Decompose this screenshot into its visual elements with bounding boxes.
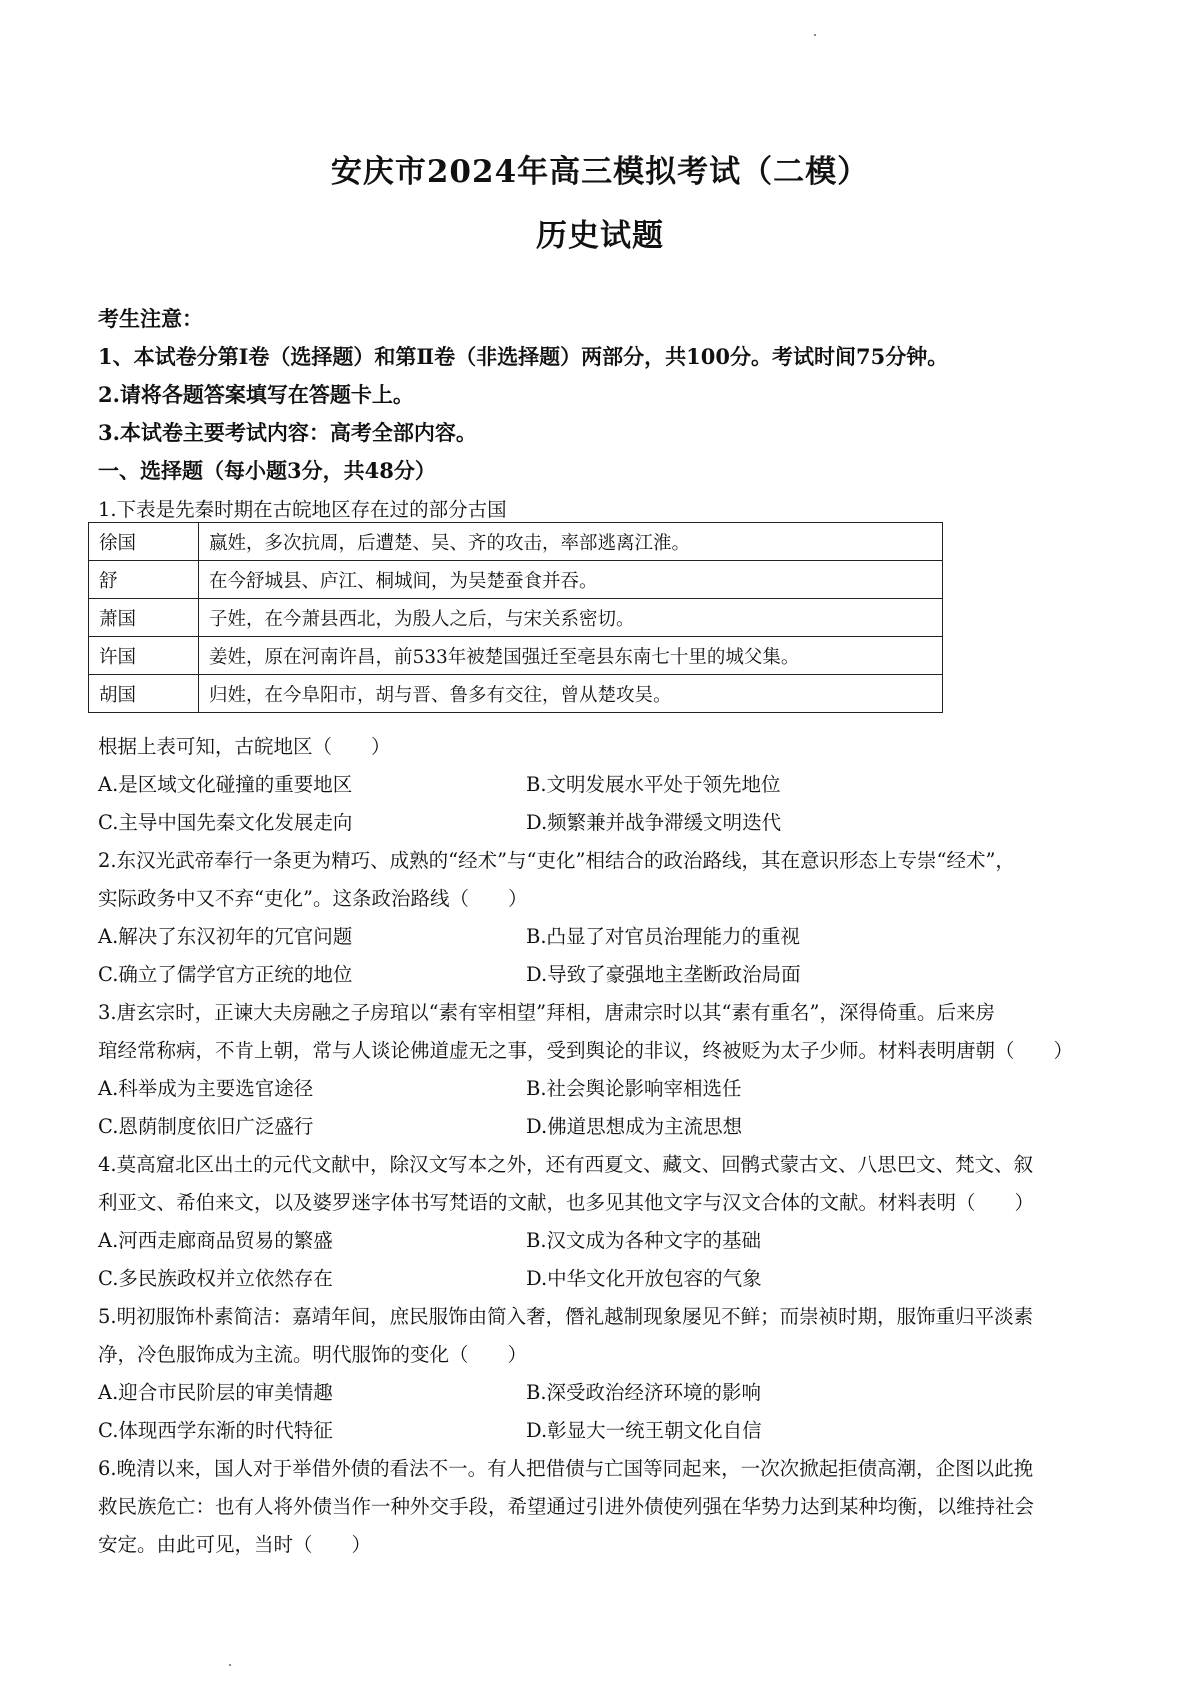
- option-d: D.中华文化开放包容的气象: [526, 1267, 762, 1290]
- scan-speck: [229, 1664, 231, 1666]
- question-6-line: 救民族危亡：也有人将外债当作一种外交手段，希望通过引进外债使列强在华势力达到某种均衡，以维持社会: [98, 1495, 1035, 1518]
- question-2-line: 2.东汉光武帝奉行一条更为精巧、成熟的“经术”与“吏化”相结合的政治路线，其在意识形态上专崇“经术”，: [98, 849, 1015, 872]
- state-name: 胡国: [89, 675, 199, 713]
- option-d: D.佛道思想成为主流思想: [526, 1115, 743, 1138]
- state-description: 嬴姓，多次抗周，后遭楚、吴、齐的攻击，率部逃离江淮。: [199, 523, 943, 561]
- state-description: 姜姓，原在河南许昌，前533年被楚国强迁至亳县东南七十里的城父集。: [199, 637, 943, 675]
- question-6-line: 6.晚清以来，国人对于举借外债的看法不一。有人把借债与亡国等同起来，一次次掀起拒债高潮，企图以此挽: [98, 1457, 1034, 1480]
- notice-heading: 考生注意：: [98, 306, 203, 331]
- option-a: A.河西走廊商品贸易的繁盛: [98, 1229, 333, 1252]
- option-b: B.文明发展水平处于领先地位: [526, 773, 781, 796]
- option-c: C.多民族政权并立依然存在: [98, 1267, 333, 1290]
- question-6-line: 安定。由此可见，当时（ ）: [98, 1533, 372, 1556]
- exam-title: 安庆市2024年高三模拟考试（二模）: [330, 154, 870, 190]
- option-c: C.确立了儒学官方正统的地位: [98, 963, 353, 986]
- question-5-line: 5.明初服饰朴素简洁：嘉靖年间，庶民服饰由简入奢，僭礼越制现象屡见不鲜；而崇祯时期，服饰重归平淡素: [98, 1305, 1034, 1328]
- state-name: 舒: [89, 561, 199, 599]
- question-4-line: 利亚文、希伯来文，以及婆罗迷字体书写梵语的文献，也多见其他文字与汉文合体的文献。材料表明（ ）: [98, 1191, 1035, 1214]
- table-row: [89, 637, 943, 675]
- state-description: 归姓，在今阜阳市，胡与晋、鲁多有交往，曾从楚攻吴。: [199, 675, 943, 713]
- option-a: A.科举成为主要选官途径: [98, 1077, 314, 1100]
- option-a: A.解决了东汉初年的冗官问题: [98, 925, 353, 948]
- notice-item: 2.请将各题答案填写在答题卡上。: [98, 382, 414, 407]
- option-c: C.主导中国先秦文化发展走向: [98, 811, 353, 834]
- option-b: B.社会舆论影响宰相选任: [526, 1077, 742, 1100]
- question-4-line: 4.莫高窟北区出土的元代文献中，除汉文写本之外，还有西夏文、藏文、回鹘式蒙古文、八思巴文、梵文、叙: [98, 1153, 1034, 1176]
- exam-subtitle: 历史试题: [536, 218, 664, 254]
- state-name: 徐国: [89, 523, 199, 561]
- notice-item: 3.本试卷主要考试内容：高考全部内容。: [98, 420, 477, 445]
- table-row: [89, 675, 943, 713]
- question-3-line: 琯经常称病，不肯上朝，常与人谈论佛道虚无之事，受到舆论的非议，终被贬为太子少师。材料表明唐朝（ ）: [98, 1039, 1074, 1062]
- option-c: C.恩荫制度依旧广泛盛行: [98, 1115, 314, 1138]
- state-name: 许国: [89, 637, 199, 675]
- state-description: 子姓，在今萧县西北，为殷人之后，与宋关系密切。: [199, 599, 943, 637]
- state-name: 萧国: [89, 599, 199, 637]
- question-1-stem: 1.下表是先秦时期在古皖地区存在过的部分古国: [98, 498, 507, 521]
- ancient-states-table: [88, 522, 943, 713]
- option-c: C.体现西学东渐的时代特征: [98, 1419, 333, 1442]
- scan-speck: [814, 34, 816, 36]
- option-d: D.彰显大一统王朝文化自信: [526, 1419, 762, 1442]
- option-d: D.频繁兼并战争滞缓文明迭代: [526, 811, 782, 834]
- table-row: [89, 523, 943, 561]
- section-heading: 一、选择题（每小题3分，共48分）: [98, 458, 436, 483]
- option-b: B.汉文成为各种文字的基础: [526, 1229, 762, 1252]
- option-b: B.凸显了对官员治理能力的重视: [526, 925, 801, 948]
- option-b: B.深受政治经济环境的影响: [526, 1381, 762, 1404]
- state-description: 在今舒城县、庐江、桐城间，为吴楚蚕食并吞。: [199, 561, 943, 599]
- table-row: [89, 599, 943, 637]
- question-3-line: 3.唐玄宗时，正谏大夫房融之子房琯以“素有宰相望”拜相，唐肃宗时以其“素有重名”，深得倚重。后来房: [98, 1001, 995, 1024]
- option-a: A.是区域文化碰撞的重要地区: [98, 773, 353, 796]
- option-d: D.导致了豪强地主垄断政治局面: [526, 963, 801, 986]
- notice-item: 1、本试卷分第Ⅰ卷（选择题）和第Ⅱ卷（非选择题）两部分，共100分。考试时间75分钟。: [98, 344, 949, 369]
- question-1-prompt: 根据上表可知，古皖地区（ ）: [98, 735, 391, 758]
- option-a: A.迎合市民阶层的审美情趣: [98, 1381, 333, 1404]
- question-2-line: 实际政务中又不弃“吏化”。这条政治路线（ ）: [98, 887, 528, 910]
- question-5-line: 净，冷色服饰成为主流。明代服饰的变化（ ）: [98, 1343, 528, 1366]
- table-row: [89, 561, 943, 599]
